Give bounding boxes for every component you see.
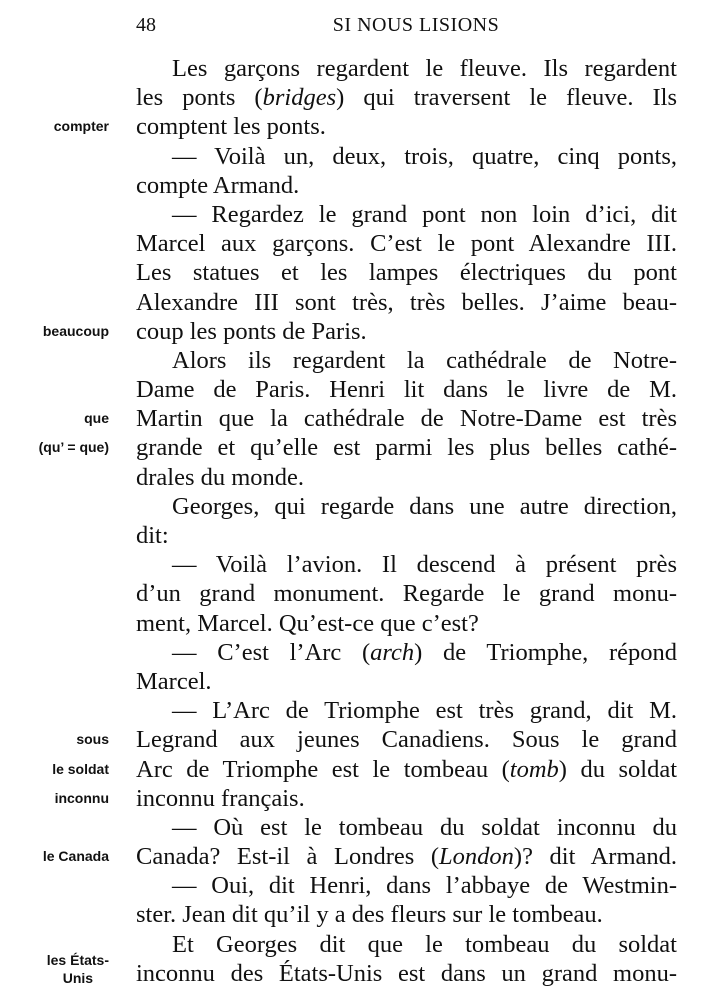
text-line	[0, 900, 703, 929]
text-line	[0, 725, 703, 754]
margin-note: que	[84, 410, 109, 427]
italic-gloss: tomb	[509, 755, 559, 783]
text-line	[0, 258, 703, 287]
text-line	[0, 755, 703, 784]
margin-note: (qu’ = que)	[38, 439, 109, 456]
page-header	[136, 14, 676, 44]
page-number: 48	[136, 14, 156, 36]
text-line	[0, 696, 703, 725]
line-text: ment, Marcel. Qu’est-ce que c’est?	[136, 609, 479, 637]
line-text: Georges, qui regarde dans une autre direction,	[172, 492, 677, 520]
line-text: dit:	[136, 522, 169, 549]
text-line	[0, 813, 703, 842]
text-line	[0, 142, 703, 171]
text-line	[0, 492, 703, 521]
line-text: ster. Jean dit qu’il y a des fleurs sur le tombeau.	[136, 901, 603, 929]
text-line	[0, 521, 703, 550]
line-text: grande et qu’elle est parmi les plus belles cathé-	[136, 434, 677, 462]
line-text: Alexandre III sont très, très belles. J’aime beau-	[136, 288, 677, 316]
text-line	[0, 951, 703, 988]
text-line	[0, 171, 703, 200]
line-text: les ponts (bridges) qui traversent le fleuve. Ils	[136, 84, 678, 112]
text-line	[0, 842, 703, 871]
line-text: Canada? Est-il à Londres (London)? dit Armand.	[136, 843, 677, 871]
text-line	[0, 784, 703, 813]
line-text: d’un grand monument. Regarde le grand monu-	[136, 580, 677, 608]
margin-note: beaucoup	[42, 322, 109, 339]
text-line	[0, 83, 703, 112]
line-text: — Oui, dit Henri, dans l’abbaye de Westmin-	[172, 872, 677, 900]
margin-note: le Canada	[42, 848, 109, 865]
margin-note: compter	[53, 118, 109, 135]
line-text: — Regardez le grand pont non loin d’ici, dit	[172, 200, 677, 228]
line-text: Legrand aux jeunes Canadiens. Sous le grand	[136, 726, 677, 754]
text-line	[0, 463, 703, 492]
margin-note: inconnu	[54, 789, 109, 806]
text-line	[0, 609, 703, 638]
line-text: Alors ils regardent la cathédrale de Notre-	[172, 346, 677, 374]
italic-gloss: arch	[370, 638, 415, 666]
text-line	[0, 404, 703, 433]
text-line	[0, 54, 703, 83]
margin-note-line: les États-	[46, 951, 109, 968]
line-text: — Voilà l’avion. Il descend à présent près	[172, 551, 677, 579]
text-line	[0, 317, 703, 346]
margin-note	[47, 951, 109, 987]
margin-note: sous	[76, 731, 109, 748]
line-text: Dame de Paris. Henri lit dans le livre de M.	[136, 376, 677, 404]
text-line	[0, 375, 703, 404]
text-line	[0, 667, 703, 696]
text-line	[0, 579, 703, 608]
margin-note-line: Unis	[62, 969, 94, 986]
line-text: compte Armand.	[136, 171, 300, 199]
margin-note: le soldat	[52, 760, 109, 777]
line-text: Arc de Triomphe est le tombeau (tomb) du soldat	[136, 755, 678, 783]
text-line	[0, 346, 703, 375]
italic-gloss: bridges	[262, 84, 337, 112]
line-text: inconnu français.	[136, 784, 305, 812]
text-line	[0, 638, 703, 667]
text-line	[0, 112, 703, 141]
running-title: SI NOUS LISIONS	[332, 14, 500, 36]
line-text: Et Georges dit que le tombeau du soldat	[172, 930, 677, 958]
italic-gloss: London	[439, 843, 514, 871]
line-text: comptent les ponts.	[136, 113, 326, 141]
text-line	[0, 229, 703, 258]
line-text: Martin que la cathédrale de Notre-Dame est très	[136, 405, 677, 433]
line-text: Les garçons regardent le fleuve. Ils regardent	[172, 55, 677, 82]
text-line	[0, 550, 703, 579]
line-text: Les statues et les lampes électriques du pont	[136, 259, 677, 287]
line-text: — L’Arc de Triomphe est très grand, dit M.	[172, 697, 677, 725]
text-line	[0, 871, 703, 900]
line-text: drales du monde.	[136, 463, 305, 491]
text-line	[0, 200, 703, 229]
line-text: — C’est l’Arc (arch) de Triomphe, répond	[172, 638, 677, 666]
text-line	[0, 433, 703, 462]
line-text: coup les ponts de Paris.	[136, 317, 367, 345]
page-body	[0, 54, 703, 988]
line-text: — Voilà un, deux, trois, quatre, cinq ponts,	[172, 142, 677, 170]
text-line	[0, 288, 703, 317]
line-text: Marcel aux garçons. C’est le pont Alexandre III.	[136, 230, 677, 258]
line-text: inconnu des États-Unis est dans un grand monu-	[136, 959, 677, 987]
line-text: Marcel.	[136, 667, 212, 695]
line-text: — Où est le tombeau du soldat inconnu du	[172, 813, 677, 841]
